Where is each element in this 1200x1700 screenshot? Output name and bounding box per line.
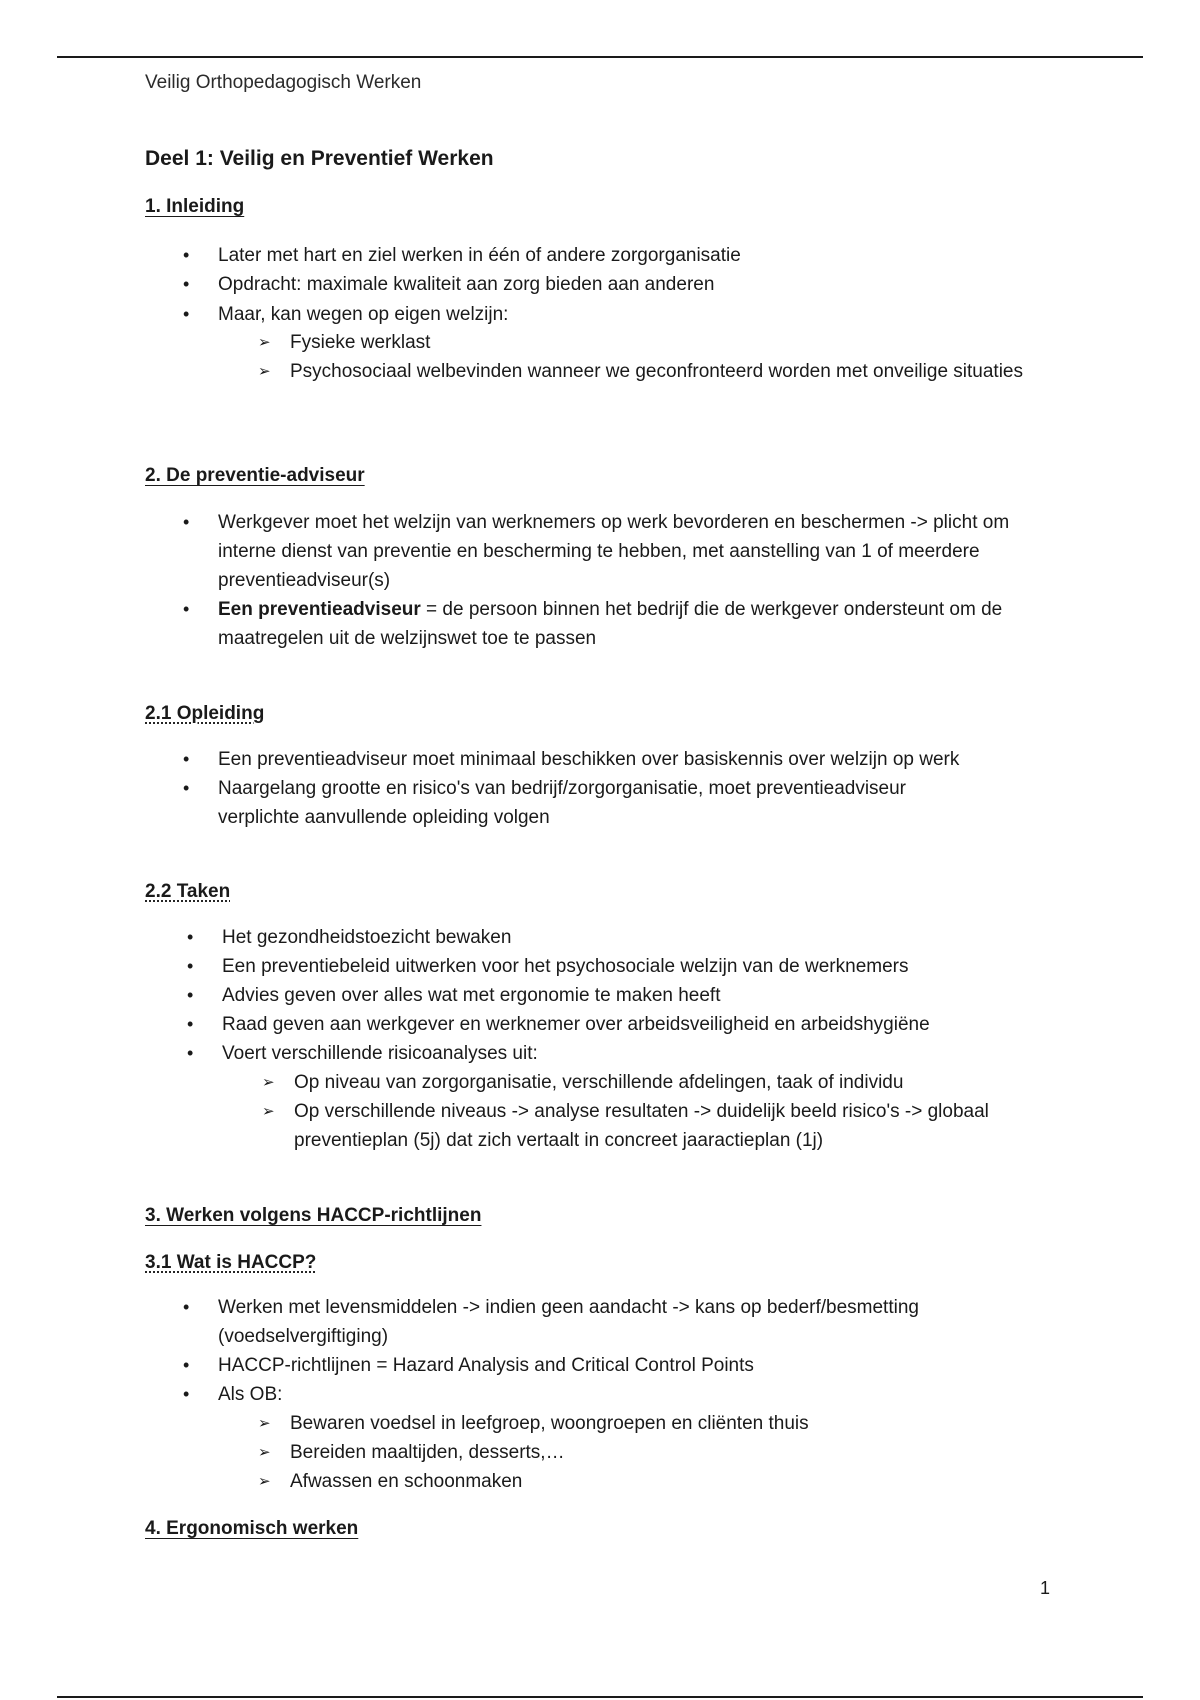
- bullet-icon: •: [187, 1043, 194, 1063]
- top-rule: [57, 56, 1143, 58]
- list-item: • Een preventiebeleid uitwerken voor het psychosociale welzijn van de werknemers: [222, 952, 908, 981]
- list-item: • Later met hart en ziel werken in één of andere zorgorganisatie: [218, 241, 741, 270]
- list-item: • Voert verschillende risicoanalyses uit:: [222, 1039, 538, 1068]
- list-item: • Als OB:: [218, 1380, 282, 1409]
- bullet-icon: •: [183, 245, 190, 265]
- list-item: • Het gezondheidstoezicht bewaken: [222, 923, 511, 952]
- arrow-bullet-icon: ➢: [262, 1074, 275, 1091]
- sub-list-item: ➢ Afwassen en schoonmaken: [290, 1467, 522, 1496]
- term-bold: Een preventieadviseur: [218, 599, 421, 620]
- sub-list-item: ➢ Bewaren voedsel in leefgroep, woongroepen en cliënten thuis: [290, 1409, 809, 1438]
- bullet-icon: •: [183, 599, 190, 619]
- bullet-icon: •: [183, 512, 190, 532]
- arrow-bullet-icon: ➢: [262, 1103, 275, 1120]
- part-title: Deel 1: Veilig en Preventief Werken: [145, 147, 494, 170]
- bullet-icon: •: [187, 1014, 194, 1034]
- sub-list-item: ➢ Bereiden maaltijden, desserts,…: [290, 1438, 565, 1467]
- sub-list-item: ➢ Op verschillende niveaus -> analyse resultaten -> duidelijk beeld risico's -> globaal preventieplan (5j) dat zich vertaalt in concreet jaaractieplan (1j): [294, 1097, 1034, 1155]
- bottom-rule: [57, 1696, 1143, 1698]
- bullet-icon: •: [183, 274, 190, 294]
- arrow-bullet-icon: ➢: [258, 1415, 271, 1432]
- bullet-icon: •: [183, 1384, 190, 1404]
- list-item: • Maar, kan wegen op eigen welzijn:: [218, 300, 508, 329]
- bullet-icon: •: [183, 304, 190, 324]
- arrow-bullet-icon: ➢: [258, 363, 271, 380]
- arrow-bullet-icon: ➢: [258, 334, 271, 351]
- arrow-bullet-icon: ➢: [258, 1444, 271, 1461]
- list-item: • Werken met levensmiddelen -> indien geen aandacht -> kans op bederf/besmetting (voedselvergiftiging): [218, 1293, 1008, 1351]
- running-header: Veilig Orthopedagogisch Werken: [145, 72, 422, 93]
- bullet-icon: •: [183, 778, 190, 798]
- bullet-icon: •: [187, 927, 194, 947]
- list-item: • Opdracht: maximale kwaliteit aan zorg bieden aan anderen: [218, 270, 714, 299]
- section-1-heading: 1. Inleiding: [145, 196, 245, 217]
- section-2-2-heading: 2.2 Taken: [145, 881, 231, 902]
- bullet-icon: •: [183, 1297, 190, 1317]
- bullet-icon: •: [183, 1355, 190, 1375]
- list-item: • Een preventieadviseur = de persoon binnen het bedrijf die de werkgever ondersteunt om de maatregelen uit de welzijnswet toe te passen: [218, 595, 1063, 653]
- section-4-heading: 4. Ergonomisch werken: [145, 1518, 359, 1539]
- list-item: • Raad geven aan werkgever en werknemer over arbeidsveiligheid en arbeidshygiëne: [222, 1010, 930, 1039]
- list-item: • Een preventieadviseur moet minimaal beschikken over basiskennis over welzijn op werk: [218, 745, 959, 774]
- list-item: • Advies geven over alles wat met ergonomie te maken heeft: [222, 981, 721, 1010]
- list-item: • HACCP-richtlijnen = Hazard Analysis and Critical Control Points: [218, 1351, 754, 1380]
- bullet-icon: •: [183, 749, 190, 769]
- section-3-1-heading: 3.1 Wat is HACCP?: [145, 1252, 317, 1273]
- section-2-1-heading: 2.1 Opleiding: [145, 703, 265, 724]
- arrow-bullet-icon: ➢: [258, 1473, 271, 1490]
- bullet-icon: •: [187, 956, 194, 976]
- section-2-heading: 2. De preventie-adviseur: [145, 465, 365, 486]
- list-item: • Werkgever moet het welzijn van werknemers op werk bevorderen en beschermen -> plicht om interne dienst van preventie en bescherming te hebben, met aanstelling van 1 of meerdere preventieadviseur(s): [218, 508, 1063, 595]
- section-3-heading: 3. Werken volgens HACCP-richtlijnen: [145, 1205, 482, 1226]
- page-number: 1: [1040, 1578, 1051, 1598]
- sub-list-item: ➢ Op niveau van zorgorganisatie, verschillende afdelingen, taak of individu: [294, 1068, 903, 1097]
- sub-list-item: ➢ Psychosociaal welbevinden wanneer we geconfronteerd worden met onveilige situaties: [290, 357, 1025, 386]
- list-item: • Naargelang grootte en risico's van bedrijf/zorgorganisatie, moet preventieadviseur verplichte aanvullende opleiding volgen: [218, 774, 978, 832]
- bullet-icon: •: [187, 985, 194, 1005]
- sub-list-item: ➢ Fysieke werklast: [290, 328, 430, 357]
